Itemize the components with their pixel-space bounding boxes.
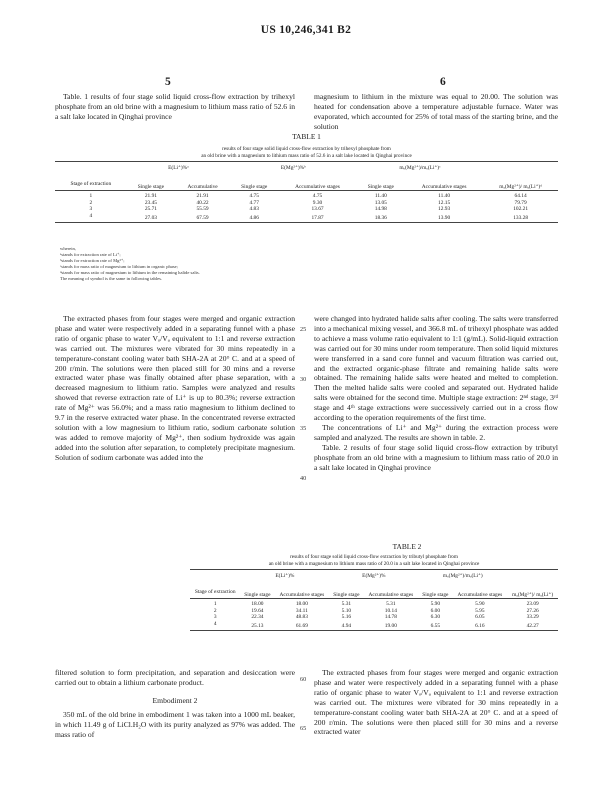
table-row <box>55 191 558 200</box>
table-cell: 23.09 <box>526 601 539 608</box>
table-cell: 67.59 <box>175 213 230 222</box>
left-mid-text: The extracted phases from four stages were merged and organic extraction phase and water were respectively added in a separating funnel with a phase ratio of organic phase to water Vₒ/Vₐ equivalent to 1:1 and reverse extraction was carried out. The mixtures were vibrated for 30 mins repeatedly in a temperature-constant cooling water bath SHA-2A at 20° C. and at a speed of 200 r/min. The solutions were then placed still for 30 mins and a reverse extracted water phase was finally obtained after phase separation, with a decreased magnesium to lithium ratio. Samples were analyzed and results showed that reverse extraction rate of Li⁺ is up to 80.3%; reverse extraction rate of Mg²⁺ was 56.0%; and a mass ratio magnesium to lithium declined to 9.7 in the reserve extracted water phase. In the concentrated reverse extracted solution with a low magnesium to lithium ratio, sodium carbonate solution was added to remove majority of Mg²⁺, then sodium hydroxide was again added into the solution after separation, to completely precipitate magnesium. Solution of sodium carbonate was added into the <box>55 314 295 462</box>
table-cell: 2 <box>213 607 217 614</box>
table1-col-last: mₐ(Mg²⁺)/ mₐ(Li⁺)ᵈ <box>483 172 558 191</box>
patent-number: US 10,246,341 B2 <box>260 24 352 36</box>
table-cell: 13.90 <box>405 213 483 222</box>
table2-col-stage: Stage of extraction <box>190 580 240 599</box>
table1-group-mg: E(Mg²⁺)%ᵇ <box>230 162 357 172</box>
table-cell: 14.98 <box>374 206 387 213</box>
table-cell: 4.94 <box>329 621 363 630</box>
left-top-paragraph <box>55 92 295 122</box>
table-cell: 55.59 <box>196 206 209 213</box>
table-cell: 9.30 <box>312 199 323 206</box>
right-mid-paragraphs <box>314 314 558 473</box>
table-cell: 33.29 <box>526 614 539 621</box>
table-cell: 34.11 <box>295 607 308 614</box>
table-cell: 12.15 <box>438 199 451 206</box>
table1-note: ᶜstands for mass ratio of magnesium to lithium in organic phase; <box>60 264 178 269</box>
right-mid-text-3: Table. 2 results of four stage solid liquid cross-flow extraction by tributyl phosphate from an old brine with a magnesium to lithium mass ratio of 20.0 in a salt lake located in Qinghai province <box>314 442 558 472</box>
table1 <box>55 161 558 223</box>
table1-col-single-2: Single stage <box>230 172 278 191</box>
left-bottom-text-2: 350 mL of the old brine in embodiment 1 was taken into a 1000 mL beaker, in which 11.49 g of LiCl.H₂O with its purity analyzed as 97% was added. The mass ratio of <box>55 709 295 739</box>
table-cell: 14.78 <box>384 614 397 621</box>
table-cell: 4 <box>55 213 127 222</box>
table-cell: 13.67 <box>311 206 324 213</box>
table-cell: 4.83 <box>249 206 259 213</box>
table-cell: 21.91 <box>144 193 157 200</box>
table1-note: wherein, <box>60 246 76 251</box>
table1-col-accum-3: Accumulative stages <box>405 172 483 191</box>
table-cell: 48.83 <box>295 614 308 621</box>
table-cell: 5.31 <box>386 601 396 608</box>
table-cell: 25.71 <box>144 206 157 213</box>
table-row <box>55 206 558 213</box>
table-cell: 19.00 <box>363 621 418 630</box>
table2-col-accum-2: Accumulative stages <box>363 580 418 599</box>
table-cell: 4.86 <box>230 213 278 222</box>
table-cell: 18.36 <box>357 213 405 222</box>
table2-group-li: E(Li⁺)% <box>240 570 329 580</box>
table-cell: 18.00 <box>295 601 308 608</box>
table1-caption <box>55 146 558 159</box>
table-cell: 5.90 <box>430 601 441 608</box>
table1-col-stage: Stage of extraction <box>55 172 127 191</box>
table-row <box>190 608 558 615</box>
line-number: 60 <box>300 676 307 683</box>
table-row <box>55 213 558 222</box>
table1-note: ᵃstands for extraction rate of Li⁺; <box>60 252 121 257</box>
line-number: 40 <box>300 475 307 482</box>
table-cell: 64.14 <box>514 193 527 200</box>
embodiment-heading: Embodiment 2 <box>152 695 198 705</box>
table-cell: 79.79 <box>514 199 527 206</box>
table2-caption-line1: results of four stage solid liquid cross-flow extraction by tributyl phosphate from <box>290 554 458 560</box>
table2-caption <box>190 554 558 567</box>
table-cell: 6.30 <box>430 614 441 621</box>
right-mid-text-2: The concentrations of Li⁺ and Mg²⁺ during the extraction process were sampled and analyzed. The results are shown in table. 2. <box>314 422 558 442</box>
table1-intro-text: Table. 1 results of four stage solid liquid cross-flow extraction by trihexyl phosphate from an old brine with a magnesium to lithium mass ratio of 52.6 in a salt lake located in Qinghai province <box>55 92 295 121</box>
table1-title: TABLE 1 <box>292 132 321 141</box>
table-cell: 25.13 <box>240 621 274 630</box>
table1-notes <box>60 246 460 282</box>
table2-group-mg: E(Mg²⁺)% <box>329 570 418 580</box>
table-cell: 13.05 <box>374 199 387 206</box>
table2-title: TABLE 2 <box>392 542 422 551</box>
table-cell: 5.31 <box>341 601 352 608</box>
table-cell: 6.00 <box>430 607 441 614</box>
table-cell: 27.26 <box>526 607 539 614</box>
table1-col-accum-2: Accumulative stages <box>278 172 356 191</box>
table-cell: 5.10 <box>341 607 352 614</box>
table-cell: 1 <box>213 601 217 608</box>
left-mid-paragraph <box>55 314 295 463</box>
table-cell: 10.14 <box>384 607 397 614</box>
table-cell: 21.91 <box>196 193 209 200</box>
table2 <box>190 569 558 631</box>
table2-caption-line2: an old brine with a magnesium to lithium mass ratio of 20.0 in a salt lake located in Qinghai province <box>268 560 480 567</box>
table2-col-accum-1: Accumulative stages <box>274 580 329 599</box>
table-cell: 40.22 <box>196 199 209 206</box>
left-bottom-text-1: filtered solution to form precipitation, and separation and desiccation were carried out to obtain a lithium carbonate product. <box>55 668 295 687</box>
right-top-text: magnesium to lithium in the mixture was equal to 20.00. The solution was heated for condensation above a temperature adjustable furnace. Water was evaporated, which accounted for 25% of total mass of the starting brine, and the solution <box>314 92 558 131</box>
right-top-paragraph <box>314 92 558 132</box>
line-number: 35 <box>300 425 307 432</box>
table-cell: 2 <box>89 199 93 206</box>
right-bottom-text: The extracted phases from four stages were merged and organic extraction phase and water were respectively added in a separating funnel with a phase ratio of organic phase to water Vₒ/Vₐ equivalent to 1:1 and reverse extraction was carried out. The mixtures were vibrated for 30 mins repeatedly in a temperature-constant cooling water bath SHA-2A at 20° C. and at a speed of 200 r/min. The solutions were then placed still for 30 mins and a reverse extracted water <box>314 668 558 737</box>
right-mid-text-1: were changed into hydrated halide salts after cooling. The salts were transferred into a mechanical mixing vessel, and 366.8 mL of trihexyl phosphate was added to achieve a mass volume ratio equivalent to 1:1 (g/mL). Solid-liquid extraction was carried out for 30 mins under room temperature. Then solid liquid mixtures were transferred in a sand core funnel and vacuum filtration was carried out, and the extracted organic-phase filtrate and remaining halide salts were obtained. The remaining halide salts were heated and melted to completion. Then the melted halide salts were cooled and separated out. Hydrated halide salts were obtained for the second time. Multiple stage extraction: 2ⁿᵈ stage, 3ʳᵈ stage and 4ᵗʰ stage extractions were successively carried out in a cross flow according to the operation requirements of the first time. <box>314 314 558 423</box>
table-cell: 27.03 <box>127 213 175 222</box>
table-cell: 17.87 <box>278 213 356 222</box>
table-cell: 4.75 <box>312 193 323 200</box>
table1-caption-line2: an old brine with a magnesium to lithium mass ratio of 52.6 in a salt lake located in Qinghai province <box>201 152 412 159</box>
table-cell: 23.45 <box>144 199 157 206</box>
table-cell: 6.16 <box>452 621 507 630</box>
table-cell: 18.00 <box>251 601 264 608</box>
table1-col-single-1: Single stage <box>127 172 175 191</box>
table-cell: 42.27 <box>507 621 558 630</box>
table1-note: ᵈstands for mass ratio of magnesium to lithium in the remaining halide salts. <box>60 270 200 275</box>
table2-col-accum-3: Accumulative stages <box>452 580 507 599</box>
table2-col-single-3: Single stage <box>418 580 452 599</box>
table-cell: 22.34 <box>251 614 264 621</box>
table-cell: 102.21 <box>513 206 529 213</box>
page-number-right: 6 <box>440 76 446 88</box>
line-number: 30 <box>300 376 307 383</box>
table1-note: The meaning of symbol is the same in following tables. <box>60 276 163 281</box>
table-cell: 11.40 <box>438 193 451 200</box>
table-cell: 5.90 <box>475 601 485 608</box>
table-cell: 11.40 <box>374 193 387 200</box>
table1-col-accum-1: Accumulative <box>175 172 230 191</box>
line-number: 25 <box>300 326 307 333</box>
table2-col-single-2: Single stage <box>329 580 363 599</box>
table1-group-li: E(Li⁺)%ᵃ <box>127 162 230 172</box>
table2-group-ratio: mₒ(Mg²⁺)/mₒ(Li⁺) <box>418 570 507 580</box>
table-row <box>190 614 558 621</box>
table-cell: 6.05 <box>475 614 485 621</box>
line-number: 65 <box>300 725 307 732</box>
table1-note: ᵇstands for extraction rate of Mg²⁺; <box>60 258 125 263</box>
table-cell: 19.64 <box>251 607 264 614</box>
page-number-left: 5 <box>165 76 171 88</box>
table-cell: 5.16 <box>341 614 352 621</box>
right-bottom-section <box>314 668 558 737</box>
table2-col-last: mₐ(Mg²⁺)/ mₐ(Li⁺) <box>507 580 558 599</box>
table-cell: 133.28 <box>483 213 558 222</box>
table-cell: 5.95 <box>475 607 485 614</box>
left-bottom-section <box>55 668 295 739</box>
table-cell: 6.55 <box>418 621 452 630</box>
table1-group-ratio: mₒ(Mg²⁺)/mₒ(Li⁺)ᶜ <box>357 162 484 172</box>
table-row <box>190 599 558 608</box>
table-cell: 3 <box>89 206 93 213</box>
table-cell: 3 <box>213 614 217 621</box>
table-cell: 4.75 <box>249 193 259 200</box>
table-row <box>190 621 558 630</box>
table1-col-single-3: Single stage <box>357 172 405 191</box>
table-cell: 1 <box>89 193 93 200</box>
table2-col-single-1: Single stage <box>240 580 274 599</box>
table-cell: 4.77 <box>249 199 259 206</box>
table-cell: 12.93 <box>438 206 451 213</box>
table-cell: 61.69 <box>274 621 329 630</box>
table-row <box>55 200 558 207</box>
table-cell: 4 <box>190 621 240 630</box>
table1-caption-line1: results of four stage solid liquid cross-flow extraction by trihexyl phosphate from <box>222 146 391 152</box>
